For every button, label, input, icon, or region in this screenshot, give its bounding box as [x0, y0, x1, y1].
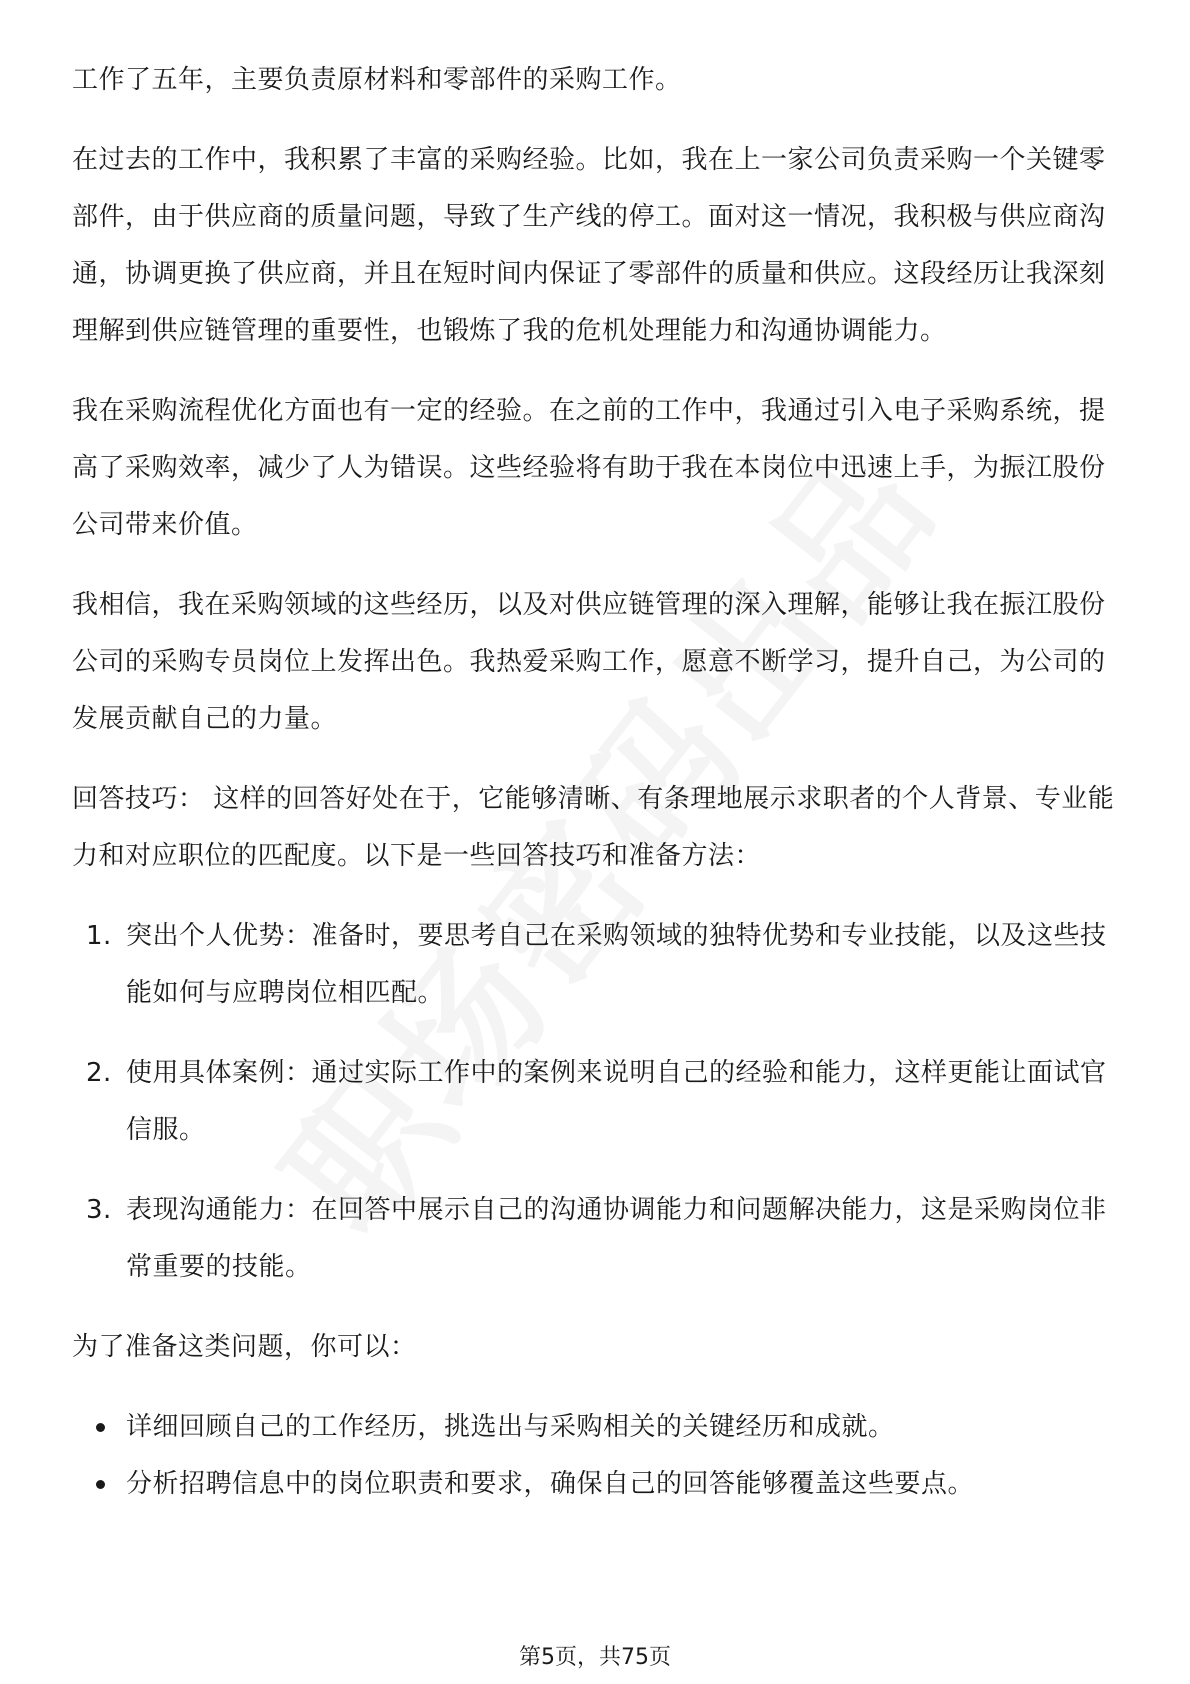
paragraph-2: 在过去的工作中，我积累了丰富的采购经验。比如，我在上一家公司负责采购一个关键零部件，由于供应商的质量问题，导致了生产线的停工。面对这一情况，我积极与供应商沟通，协调更换了供应商，并且在短时间内保证了零部件的质量和供应。这段经历让我深刻理解到供应链管理的重要性，也锻炼了我的危机处理能力和沟通协调能力。	[72, 145, 1106, 346]
numbered-list	[72, 908, 1122, 1296]
list-item-text: 表现沟通能力：在回答中展示自己的沟通协调能力和问题解决能力，这是采购岗位非常重要的技能。	[126, 1195, 1107, 1282]
bullet-item-text: 分析招聘信息中的岗位职责和要求，确保自己的回答能够覆盖这些要点。	[126, 1469, 975, 1499]
bullet-list	[72, 1399, 1122, 1513]
bullet-icon	[96, 1423, 105, 1432]
list-number: 1.	[86, 921, 112, 951]
document-body	[72, 52, 1122, 1513]
page-footer: 第5页，共75页	[519, 1645, 671, 1670]
bullet-item	[72, 1399, 1122, 1456]
bullet-item	[72, 1456, 1122, 1513]
paragraph-1: 工作了五年，主要负责原材料和零部件的采购工作。	[72, 65, 682, 95]
prep-intro: 为了准备这类问题，你可以：	[72, 1332, 417, 1362]
list-item-text: 使用具体案例：通过实际工作中的案例来说明自己的经验和能力，这样更能让面试官信服。	[126, 1058, 1107, 1145]
list-item	[72, 1182, 1122, 1296]
bullet-item-text: 详细回顾自己的工作经历，挑选出与采购相关的关键经历和成就。	[126, 1412, 895, 1442]
bullet-icon	[96, 1480, 105, 1489]
list-item	[72, 908, 1122, 1022]
list-item	[72, 1045, 1122, 1159]
list-number: 2.	[86, 1058, 112, 1088]
list-item-text: 突出个人优势：准备时，要思考自己在采购领域的独特优势和专业技能，以及这些技能如何与应聘岗位相匹配。	[126, 921, 1107, 1008]
answer-tips-paragraph: 回答技巧： 这样的回答好处在于，它能够清晰、有条理地展示求职者的个人背景、专业能力和对应职位的匹配度。以下是一些回答技巧和准备方法：	[72, 784, 1115, 871]
list-number: 3.	[86, 1195, 112, 1225]
paragraph-4: 我相信，我在采购领域的这些经历，以及对供应链管理的深入理解，能够让我在振江股份公司的采购专员岗位上发挥出色。我热爱采购工作，愿意不断学习，提升自己，为公司的发展贡献自己的力量。	[72, 590, 1106, 734]
paragraph-3: 我在采购流程优化方面也有一定的经验。在之前的工作中，我通过引入电子采购系统，提高了采购效率，减少了人为错误。这些经验将有助于我在本岗位中迅速上手，为振江股份公司带来价值。	[72, 396, 1106, 540]
